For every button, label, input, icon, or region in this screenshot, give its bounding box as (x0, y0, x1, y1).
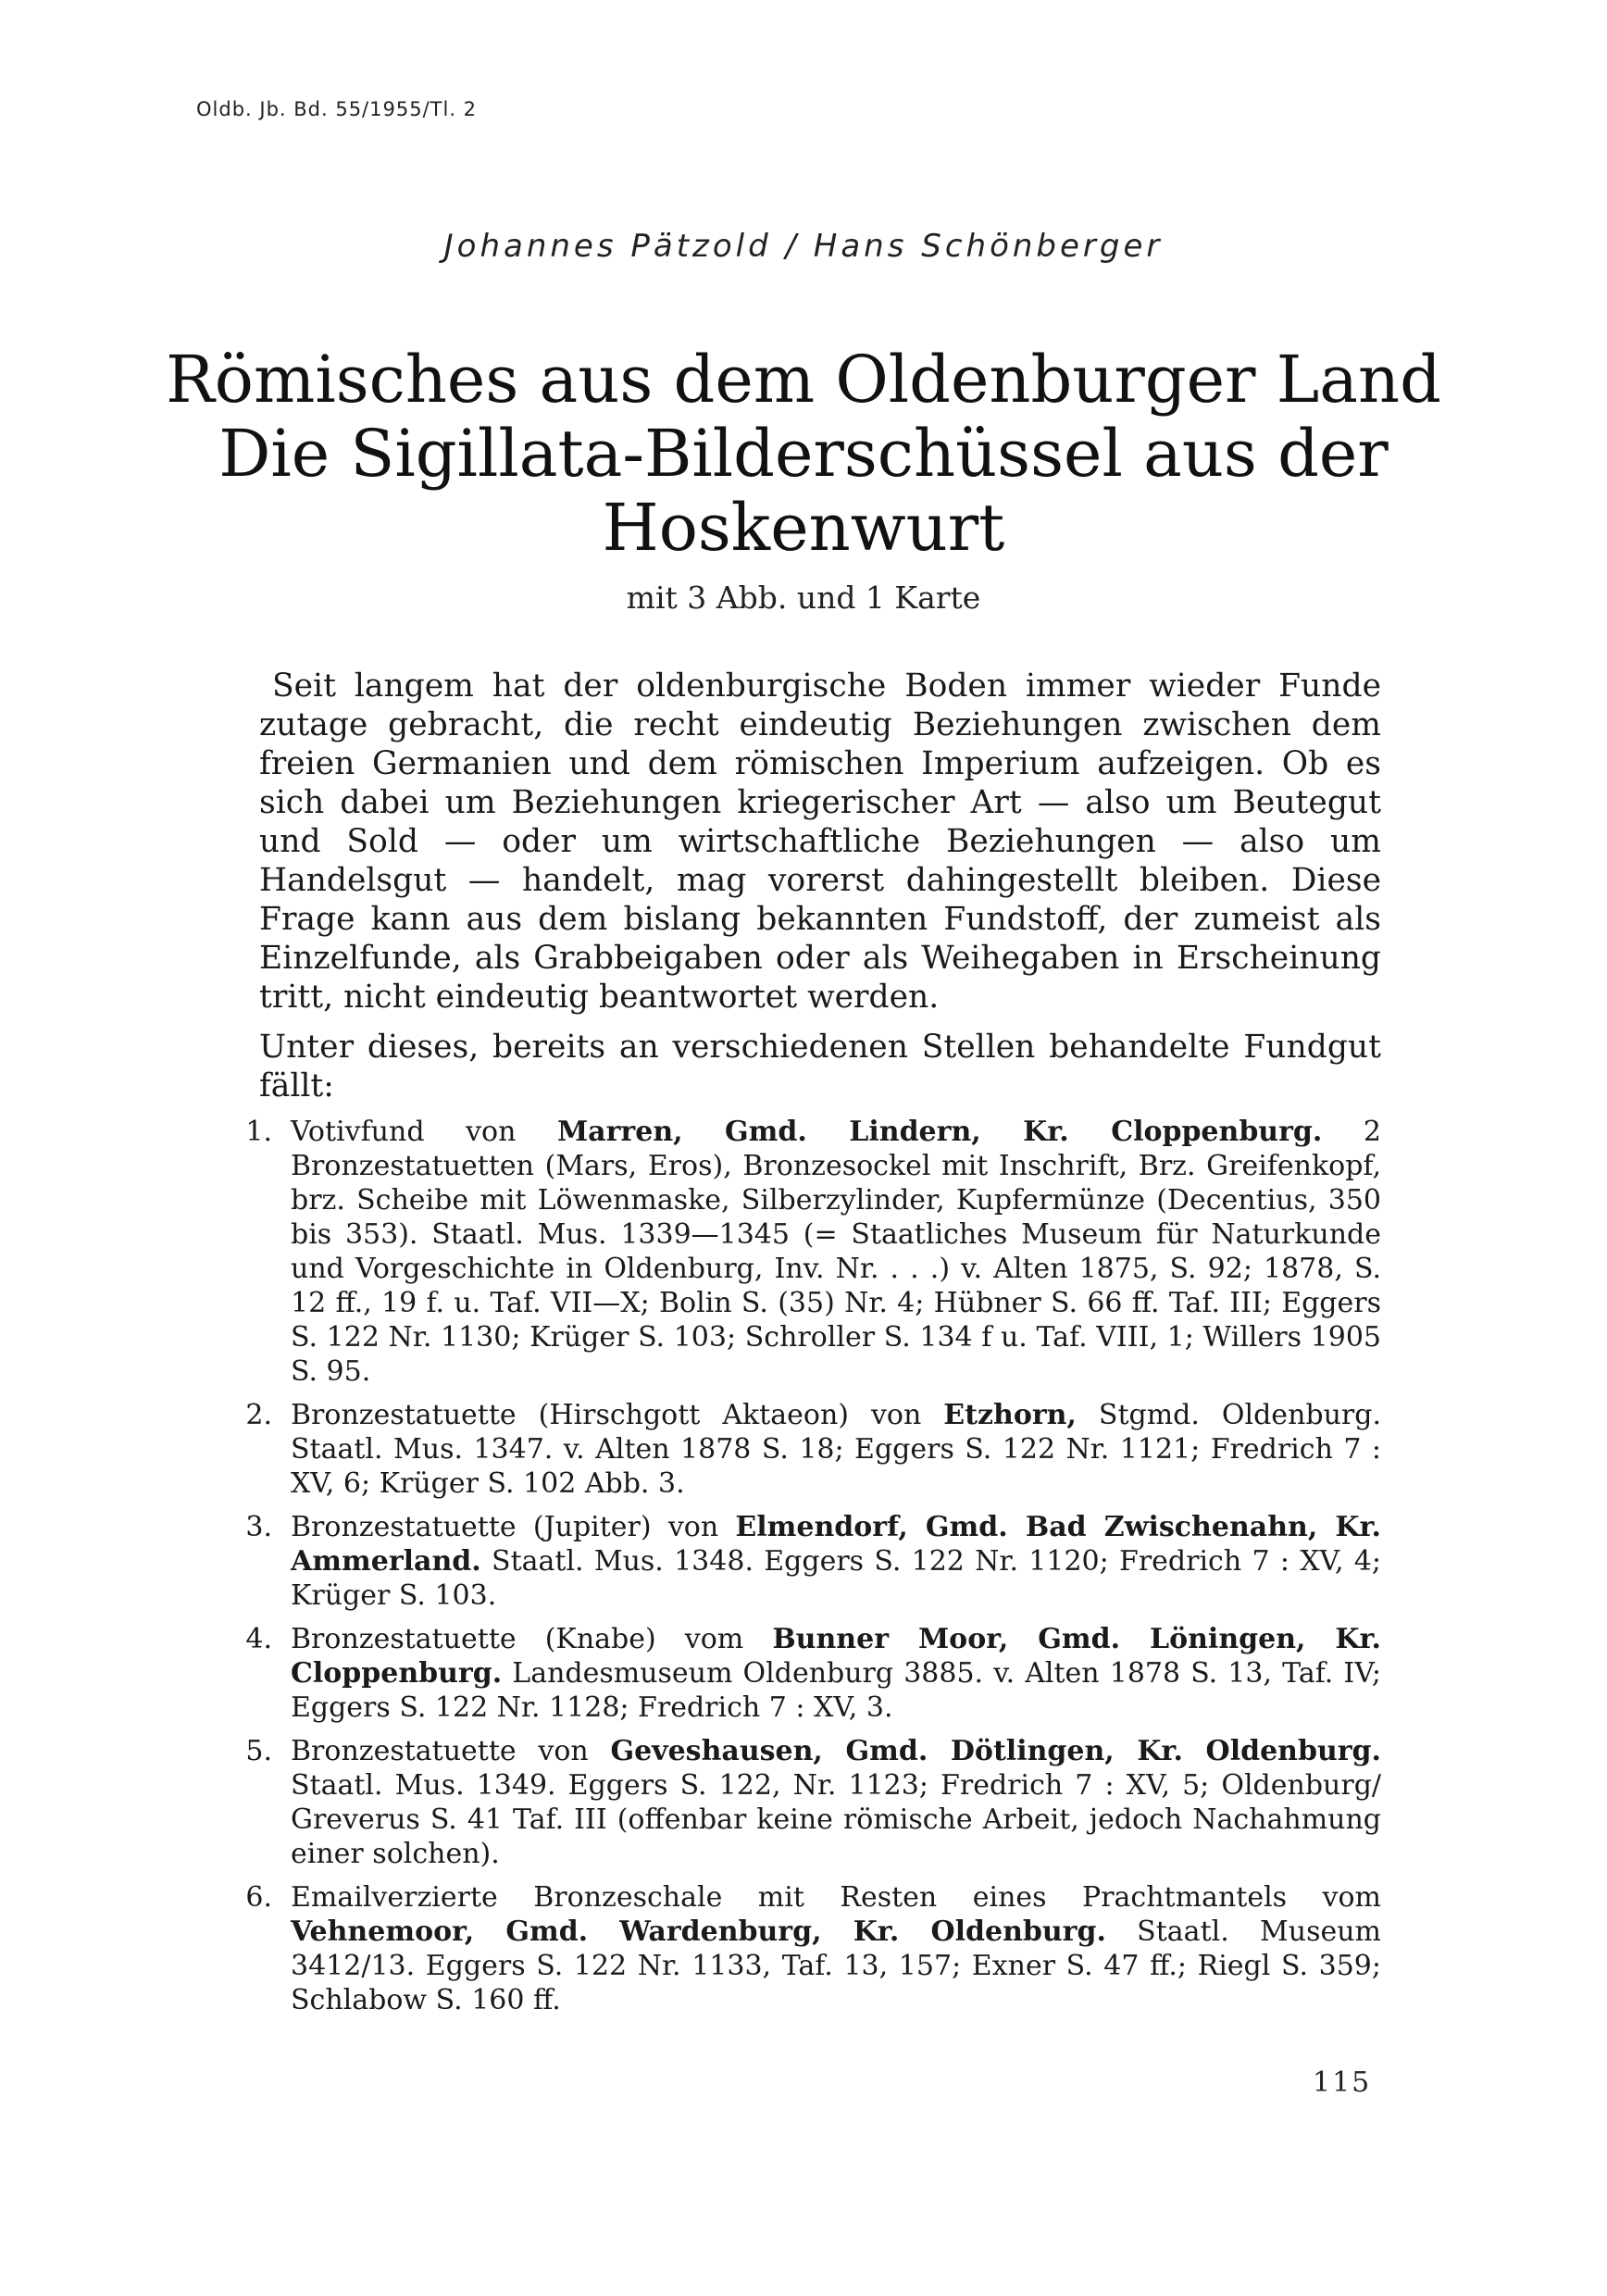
subtitle: mit 3 Abb. und 1 Karte (626, 580, 981, 616)
item-text: Emailverzierte Bronzeschale mit Resten eines Prachtmantels vom Vehnemoor, Gmd. Wardenburg, Kr. Oldenburg. Staatl. Museum 3412/13. Eggers S. 122 Nr. 1133, Taf. 13, 157; Exner S. 47 ff.; Riegl S. 359; Schlabow S. 160 ff. (291, 1881, 1381, 2016)
item-text: Bronzestatuette (Hirschgott Aktaeon) von Etzhorn, Stgmd. Oldenburg. Staatl. Mus. 1347. v. Alten 1878 S. 18; Eggers S. 122 Nr. 1121; Fredrich 7 : XV, 6; Krüger S. 102 Abb. 3. (291, 1399, 1381, 1500)
find-place: Elmendorf, Gmd. Bad Zwischenahn, Kr. Ammerland. (291, 1511, 1381, 1578)
paragraph-list-intro: Unter dieses, bereits an verschiedenen Stellen behandelte Fundgut fällt: (259, 1029, 1381, 1104)
title-line: Römisches aus dem Oldenburger Land (166, 342, 1441, 418)
authors: Johannes Pätzold / Hans Schönberger (443, 228, 1164, 265)
item-text: Bronzestatuette (Knabe) vom Bunner Moor, Gmd. Löningen, Kr. Cloppenburg. Landesmuseum Oldenburg 3885. v. Alten 1878 S. 13, Taf. IV; Eggers S. 122 Nr. 1128; Fredrich 7 : XV, 3. (291, 1623, 1381, 1724)
list-item (245, 1622, 1381, 1725)
item-number: 1. (245, 1116, 272, 1148)
find-list (245, 1115, 1382, 2017)
item-text: Bronzestatuette (Jupiter) von Elmendorf, Gmd. Bad Zwischenahn, Kr. Ammerland. Staatl. Mus. 1348. Eggers S. 122 Nr. 1120; Fredrich 7 : XV, 4; Krüger S. 103. (291, 1511, 1381, 1612)
find-place: Bunner Moor, Gmd. Löningen, Kr. Cloppenburg. (291, 1623, 1381, 1690)
find-place: Marren, Gmd. Lindern, Kr. Cloppenburg. (556, 1116, 1323, 1148)
list-item (245, 1510, 1381, 1613)
find-place: Vehnemoor, Gmd. Wardenburg, Kr. Oldenburg. (291, 1915, 1106, 1948)
item-text: Bronzestatuette von Geveshausen, Gmd. Dötlingen, Kr. Oldenburg. Staatl. Mus. 1349. Eggers S. 122, Nr. 1123; Fredrich 7 : XV, 5; Oldenburg/ Greverus S. 41 Taf. III (offenbar keine römische Arbeit, jedoch Nachahmung einer solchen). (291, 1735, 1381, 1870)
list-item (245, 1734, 1381, 1871)
item-text: Votivfund von Marren, Gmd. Lindern, Kr. Cloppenburg. 2 Bronzestatuetten (Mars, Eros), Bronzesockel mit Inschrift, Brz. Greifenkopf, brz. Scheibe mit Löwenmaske, Silberzylinder, Kupfermünze (Decentius, 350 bis 353). Staatl. Mus. 1339—1345 (= Staatliches Museum für Naturkunde und Vorgeschichte in Oldenburg, Inv. Nr. . . .) v. Alten 1875, S. 92; 1878, S. 12 ff., 19 f. u. Taf. VII—X; Bolin S. (35) Nr. 4; Hübner S. 66 ff. Taf. III; Eggers S. 122 Nr. 1130; Krüger S. 103; Schroller S. 134 f u. Taf. VIII, 1; Willers 1905 S. 95. (291, 1116, 1382, 1388)
page-number: 115 (1313, 2066, 1372, 2099)
running-head: Oldb. Jb. Bd. 55/1955/Tl. 2 (196, 98, 478, 120)
article-body (245, 667, 1382, 2027)
item-number: 3. (245, 1511, 272, 1543)
find-place: Geveshausen, Gmd. Dötlingen, Kr. Oldenburg. (610, 1735, 1381, 1767)
item-number: 6. (245, 1881, 272, 1914)
find-place: Etzhorn, (943, 1399, 1077, 1431)
list-item (245, 1398, 1381, 1501)
title-line: Hoskenwurt (602, 490, 1005, 566)
paragraph-intro: Seit langem hat der oldenburgische Boden immer wieder Funde zutage gebracht, die recht eindeutig Beziehungen zwischen dem freien Germanien und dem römischen Imperium aufzeigen. Ob es sich dabei um Beziehungen kriegerischer Art — also um Beutegut und Sold — oder um wirtschaftliche Beziehungen — also um Handelsgut — handelt, mag vorerst dahingestellt bleiben. Diese Frage kann aus dem bislang bekannten Fundstoff, der zumeist als Einzelfunde, als Grabbeigaben oder als Weihegaben in Erscheinung tritt, nicht eindeutig beantwortet werden. (259, 668, 1381, 1016)
item-number: 2. (245, 1399, 272, 1431)
item-number: 5. (245, 1735, 272, 1767)
title-line: Die Sigillata-Bilderschüssel aus der (218, 416, 1389, 492)
article-title (139, 343, 1468, 565)
item-number: 4. (245, 1623, 272, 1655)
list-item (245, 1880, 1381, 2017)
list-item (245, 1115, 1382, 1389)
